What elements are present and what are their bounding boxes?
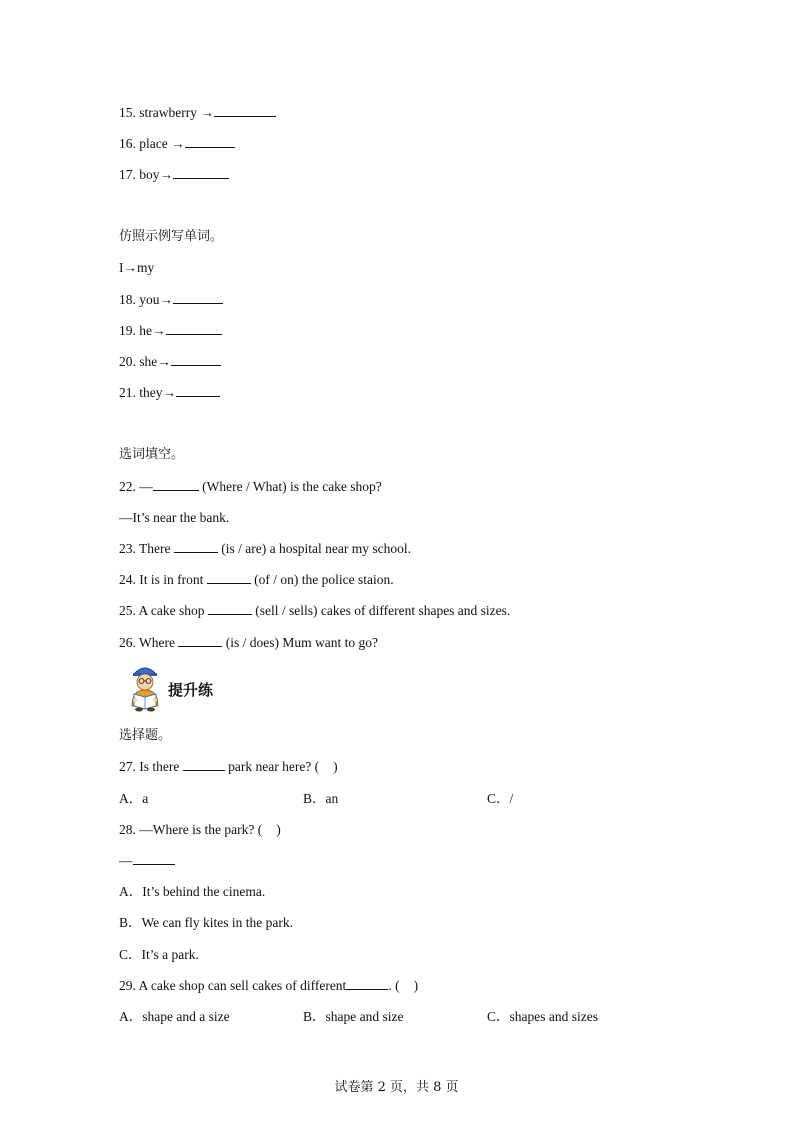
instruction-part3: 选词填空。 <box>119 447 185 462</box>
question-20: 20. she→ <box>119 353 221 371</box>
answer-blank[interactable] <box>346 977 388 990</box>
question-29: 29. A cake shop can sell cakes of different . ( ) <box>119 978 419 993</box>
question-27: 27. Is there park near here? ( ) <box>119 759 338 774</box>
instruction-part4: 选择题。 <box>119 728 172 743</box>
question-16: 16. place → <box>119 135 235 153</box>
page-footer: 试卷第 2 页，共 8 页 <box>334 1080 459 1095</box>
option-29-b[interactable]: B．shape and size <box>303 1009 404 1024</box>
question-17: 17. boy→ <box>119 166 229 184</box>
question-22-answer: —It’s near the bank. <box>119 510 230 525</box>
option-27-a[interactable]: A．a <box>119 791 149 806</box>
instruction-part2: 仿照示例写单词。 <box>119 229 224 244</box>
answer-blank[interactable] <box>153 478 199 491</box>
answer-blank[interactable] <box>176 384 220 397</box>
answer-blank[interactable] <box>178 634 222 647</box>
option-28-c[interactable]: C．It’s a park. <box>119 947 199 962</box>
answer-blank[interactable] <box>173 291 223 304</box>
question-28-reply: — <box>119 852 175 870</box>
section-header <box>126 662 164 712</box>
option-29-a[interactable]: A．shape and a size <box>119 1009 230 1024</box>
question-24: 24. It is in front (of / on) the police staion. <box>119 572 394 587</box>
answer-blank[interactable] <box>214 104 276 117</box>
question-23: 23. There (is / are) a hospital near my school. <box>119 541 411 556</box>
answer-blank[interactable] <box>166 322 222 335</box>
example-line: I→my <box>119 260 155 275</box>
question-26: 26. Where (is / does) Mum want to go? <box>119 635 378 650</box>
question-28: 28. —Where is the park? ( ) <box>119 822 281 837</box>
answer-blank[interactable] <box>185 135 235 148</box>
answer-blank[interactable] <box>171 353 221 366</box>
question-15: 15. strawberry → <box>119 104 276 122</box>
question-21: 21. they→ <box>119 384 220 402</box>
option-28-b[interactable]: B．We can fly kites in the park. <box>119 915 293 930</box>
answer-blank[interactable] <box>174 540 218 553</box>
section-title: 提升练 <box>168 681 214 699</box>
answer-blank[interactable] <box>183 758 225 771</box>
answer-blank[interactable] <box>133 852 175 865</box>
reading-student-icon <box>126 662 164 712</box>
option-27-b[interactable]: B．an <box>303 791 339 806</box>
answer-blank[interactable] <box>173 166 229 179</box>
question-18: 18. you→ <box>119 291 223 309</box>
answer-blank[interactable] <box>207 571 251 584</box>
option-29-c[interactable]: C．shapes and sizes <box>487 1009 598 1024</box>
question-25: 25. A cake shop (sell / sells) cakes of different shapes and sizes. <box>119 603 511 618</box>
question-19: 19. he→ <box>119 322 222 340</box>
option-27-c[interactable]: C．/ <box>487 791 514 806</box>
answer-blank[interactable] <box>208 602 252 615</box>
option-28-a[interactable]: A．It’s behind the cinema. <box>119 884 266 899</box>
question-22: 22. — (Where / What) is the cake shop? <box>119 479 382 494</box>
